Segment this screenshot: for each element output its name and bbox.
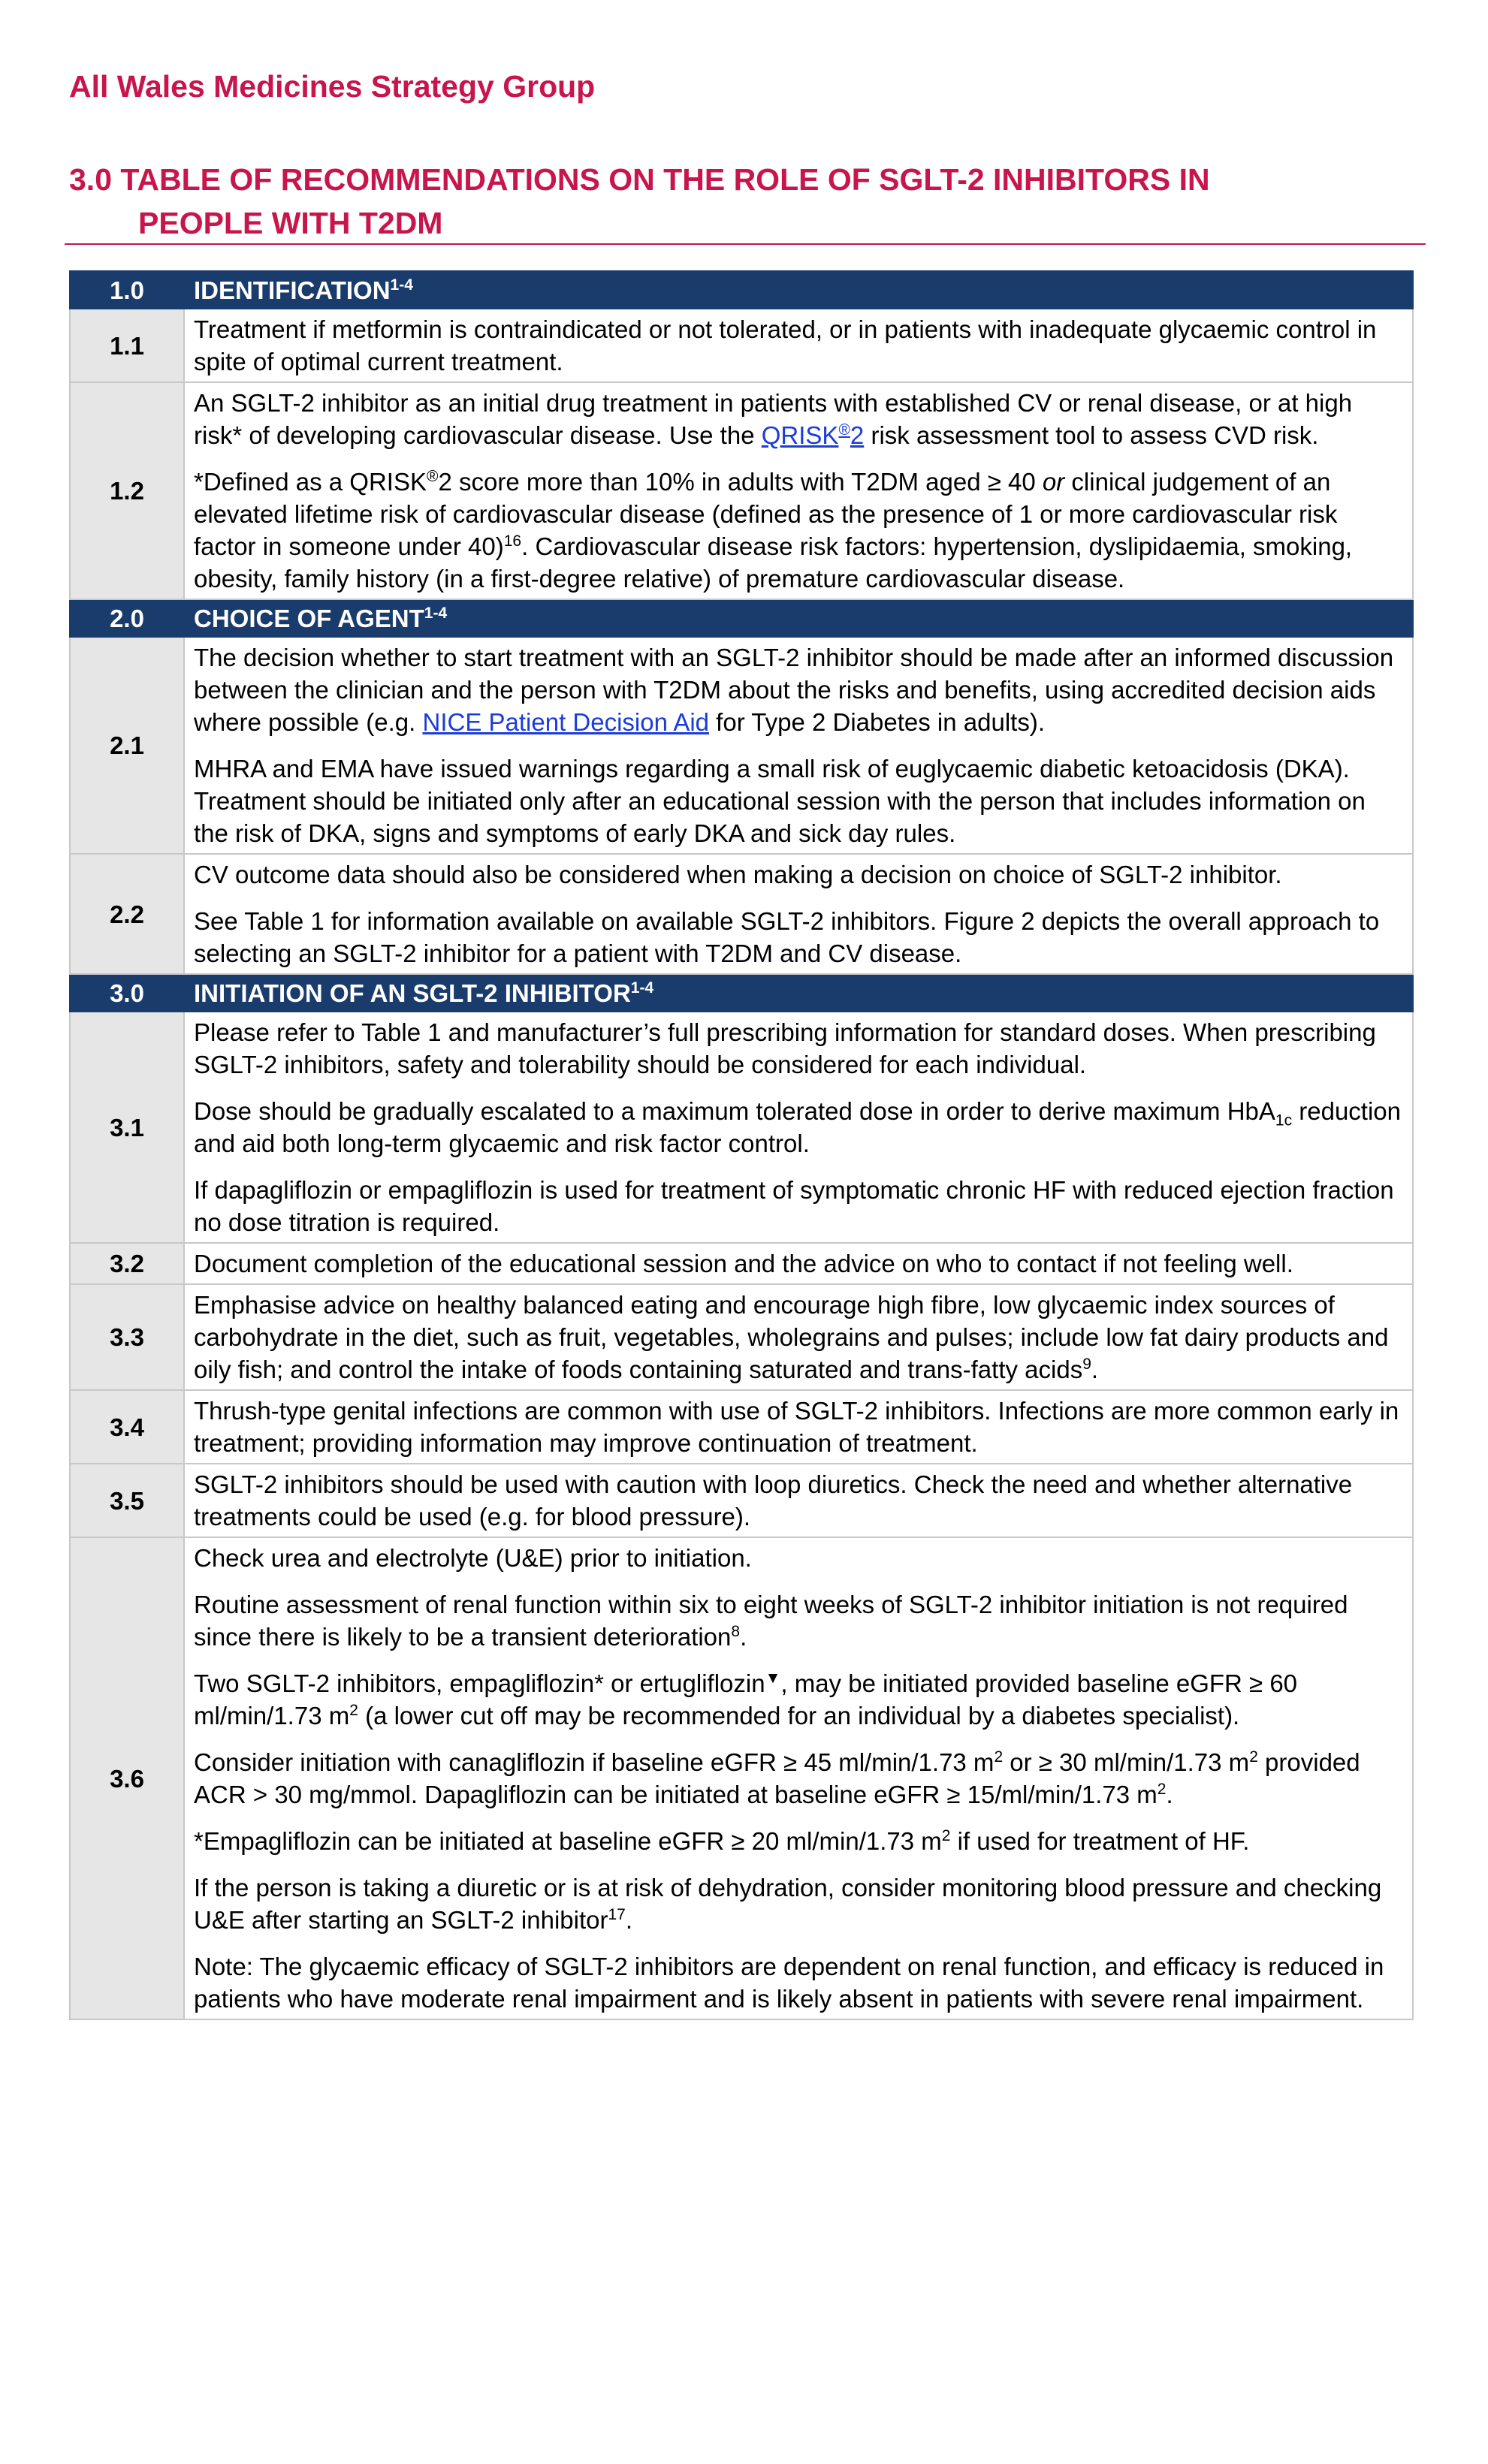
recommendation-row [70,1464,1413,1537]
recommendation-row [70,309,1413,382]
recommendation-paragraph [194,466,1405,595]
section-title: INITIATION OF AN SGLT-2 INHIBITOR [194,979,631,1007]
text-run: Consider initiation with canagliflozin if baseline eGFR ≥ 45 ml/min/1.73 m [194,1748,995,1776]
superscript: 17 [608,1906,626,1923]
subscript: 1c [1275,1111,1293,1129]
superscript: 16 [503,532,522,550]
section-header-row [70,974,1413,1012]
link-superscript[interactable] [838,421,850,439]
recommendation-row [70,1243,1413,1284]
recommendation-paragraph [194,752,1405,849]
recommendation-text [184,1284,1413,1390]
text-run: The decision whether to start treatment with an SGLT-2 inhibitor should be made after an informed discussion between the clinician and the person with T2DM about the risks and benefits, using accredited decision aids where possible (e.g. [194,644,1394,736]
recommendation-text [184,637,1413,854]
text-run: . Cardiovascular disease risk factors: hypertension, dyslipidaemia, smoking, obesity, family history (in a first-degree relative) of premature cardiovascular disease. [194,532,1353,593]
text-run: . [1091,1356,1099,1383]
section-header-row [70,599,1413,637]
recommendation-number: 3.2 [70,1243,184,1284]
recommendation-paragraph [194,387,1405,451]
recommendation-paragraph [194,1825,1405,1857]
text-run: Emphasise advice on healthy balanced eating and encourage high fibre, low glycaemic index sources of carbohydrate in the diet, such as fruit, vegetables, wholegrains and pulses; include low fat dairy products and oily fish; and control the intake of foods containing saturated and trans-fatty acids [194,1291,1389,1383]
recommendation-number: 2.1 [70,637,184,854]
recommendation-paragraph [194,1174,1405,1238]
recommendation-row [70,1537,1413,2019]
text-run: if used for treatment of HF. [950,1827,1250,1855]
hyperlink[interactable]: NICE Patient Decision Aid [422,708,710,736]
text-run: Treatment if metformin is contraindicated or not tolerated, or in patients with inadequate glycaemic control in spite of optimal current treatment. [194,315,1377,375]
text-run: . [1166,1781,1173,1808]
text-run: An SGLT-2 inhibitor as an initial drug treatment in patients with established CV or renal disease, or at high risk* of developing cardiovascular disease. Use the [194,389,1353,449]
recommendation-paragraph [194,1746,1405,1811]
recommendation-text [184,1537,1413,2019]
recommendation-number: 3.1 [70,1012,184,1243]
section-reference: 1-4 [390,276,413,294]
section-reference: 1-4 [630,979,654,997]
recommendation-row [70,637,1413,854]
recommendation-row [70,854,1413,974]
superscript: 9 [1082,1356,1091,1373]
recommendation-text [184,1243,1413,1284]
text-run: reduction and aid both long-term glycaemic and risk factor control. [194,1097,1402,1157]
org-name: All Wales Medicines Strategy Group [69,69,596,104]
text-run: SGLT-2 inhibitors should be used with caution with loop diuretics. Check the need and whether alternative treatments could be used (e.g. for blood pressure). [194,1470,1353,1531]
recommendations-table-body [70,271,1413,2019]
section-title: CHOICE OF AGENT [194,604,424,632]
text-run: . [625,1906,633,1934]
recommendation-paragraph [194,1468,1405,1533]
recommendation-text [184,1012,1413,1243]
text-run: provided ACR > 30 mg/mmol. Dapagliflozin can be initiated at baseline eGFR ≥ 15/ml/min/1.73 m [194,1748,1360,1808]
recommendation-number: 1.2 [70,382,184,599]
hyperlink[interactable]: ® [838,421,850,439]
recommendation-row [70,1284,1413,1390]
emphasis-text: or [1042,468,1065,496]
section-title: IDENTIFICATION [194,276,391,304]
text-run: Two SGLT-2 inhibitors, empagliflozin* or ertugliflozin [194,1669,765,1697]
recommendation-paragraph [194,1289,1405,1386]
recommendation-paragraph [194,1950,1405,2015]
recommendation-paragraph [194,1016,1405,1081]
recommendation-text [184,382,1413,599]
recommendation-text [184,1464,1413,1537]
section-number: 3.0 [70,974,184,1012]
text-run: MHRA and EMA have issued warnings regarding a small risk of euglycaemic diabetic ketoacidosis (DKA). Treatment should be initiated only after an educational session with the person that includes information on the risk of DKA, signs and symptoms of early DKA and sick day rules. [194,755,1366,847]
recommendation-number: 3.5 [70,1464,184,1537]
text-run: Dose should be gradually escalated to a maximum tolerated dose in order to derive maximum HbA [194,1097,1275,1125]
section-number: 2.0 [70,599,184,637]
text-run: Note: The glycaemic efficacy of SGLT-2 inhibitors are dependent on renal function, and efficacy is reduced in patients who have moderate renal impairment and is likely absent in patients with severe renal impairment. [194,1953,1384,2013]
superscript: 2 [941,1827,951,1844]
text-run: Document completion of the educational session and the advice on who to contact if not feeling well. [194,1250,1293,1277]
recommendation-number: 3.3 [70,1284,184,1390]
section-title-cell [184,271,1413,309]
recommendation-paragraph [194,1542,1405,1574]
hyperlink[interactable]: QRISK [761,421,839,449]
recommendation-paragraph [194,1588,1405,1653]
superscript: 2 [1157,1781,1167,1798]
superscript: 2 [994,1748,1004,1766]
recommendation-paragraph [194,1095,1405,1160]
recommendation-paragraph [194,858,1405,891]
superscript: 2 [1249,1748,1258,1766]
recommendation-text [184,309,1413,382]
title-divider [65,243,1426,245]
page-title-line-2: PEOPLE WITH T2DM [138,206,443,240]
recommendation-text [184,1390,1413,1464]
section-title-cell [184,974,1413,1012]
text-run: Please refer to Table 1 and manufacturer’s full prescribing information for standard doses. When prescribing SGLT-2 inhibitors, safety and tolerability should be considered for each individual. [194,1018,1376,1078]
text-run: Thrush-type genital infections are common with use of SGLT-2 inhibitors. Infections are more common early in treatment; providing information may improve continuation of treatment. [194,1397,1399,1457]
recommendation-row [70,1012,1413,1243]
page-title-line-1: 3.0 TABLE OF RECOMMENDATIONS ON THE ROLE OF SGLT-2 INHIBITORS IN [69,162,1210,197]
recommendation-number: 2.2 [70,854,184,974]
recommendation-paragraph [194,1247,1405,1280]
text-run: Routine assessment of renal function within six to eight weeks of SGLT-2 inhibitor initiation is not required since there is likely to be a transient deterioration [194,1591,1348,1651]
superscript: ® [427,468,439,485]
recommendations-table [69,270,1414,2020]
text-run: If dapagliflozin or empagliflozin is used for treatment of symptomatic chronic HF with reduced ejection fraction no dose titration is required. [194,1176,1394,1236]
text-run: *Defined as a QRISK [194,468,427,496]
recommendation-number: 3.6 [70,1537,184,2019]
text-run: 2 score more than 10% in adults with T2DM aged ≥ 40 [438,468,1043,496]
recommendation-paragraph [194,1667,1405,1732]
page-title [69,158,1421,245]
text-run: If the person is taking a diuretic or is at risk of dehydration, consider monitoring blood pressure and checking U&E after starting an SGLT-2 inhibitor [194,1874,1382,1934]
text-run: or ≥ 30 ml/min/1.73 m [1003,1748,1250,1776]
superscript: 2 [349,1702,358,1719]
text-run: (a lower cut off may be recommended for an individual by a diabetes specialist). [358,1702,1240,1730]
recommendation-number: 1.1 [70,309,184,382]
text-run: . [740,1623,747,1651]
text-run: *Empagliflozin can be initiated at baseline eGFR ≥ 20 ml/min/1.73 m [194,1827,942,1855]
text-run: risk assessment tool to assess CVD risk. [864,421,1319,449]
section-number: 1.0 [70,271,184,309]
recommendation-number: 3.4 [70,1390,184,1464]
text-run: , may be initiated provided baseline eGFR ≥ 60 ml/min/1.73 m [194,1669,1298,1730]
text-run: CV outcome data should also be considered when making a decision on choice of SGLT-2 inhibitor. [194,861,1282,888]
section-header-row [70,271,1413,309]
superscript: ▼ [765,1669,781,1687]
recommendation-row [70,382,1413,599]
text-run: clinical judgement of an elevated lifetime risk of cardiovascular disease (defined as the presence of 1 or more cardiovascular risk factor in someone under 40) [194,468,1338,560]
recommendation-paragraph [194,313,1405,378]
recommendation-text [184,854,1413,974]
recommendation-paragraph [194,1871,1405,1936]
section-reference: 1-4 [424,604,448,622]
text-run: Check urea and electrolyte (U&E) prior to initiation. [194,1544,752,1572]
recommendation-paragraph [194,1395,1405,1459]
recommendation-paragraph [194,641,1405,738]
recommendation-paragraph [194,905,1405,970]
hyperlink[interactable]: 2 [850,421,865,449]
section-title-cell [184,599,1413,637]
superscript: 8 [731,1623,741,1640]
recommendation-row [70,1390,1413,1464]
text-run: See Table 1 for information available on available SGLT-2 inhibitors. Figure 2 depicts the overall approach to selecting an SGLT-2 inhibitor for a patient with T2DM and CV disease. [194,907,1380,967]
text-run: for Type 2 Diabetes in adults). [709,708,1045,736]
